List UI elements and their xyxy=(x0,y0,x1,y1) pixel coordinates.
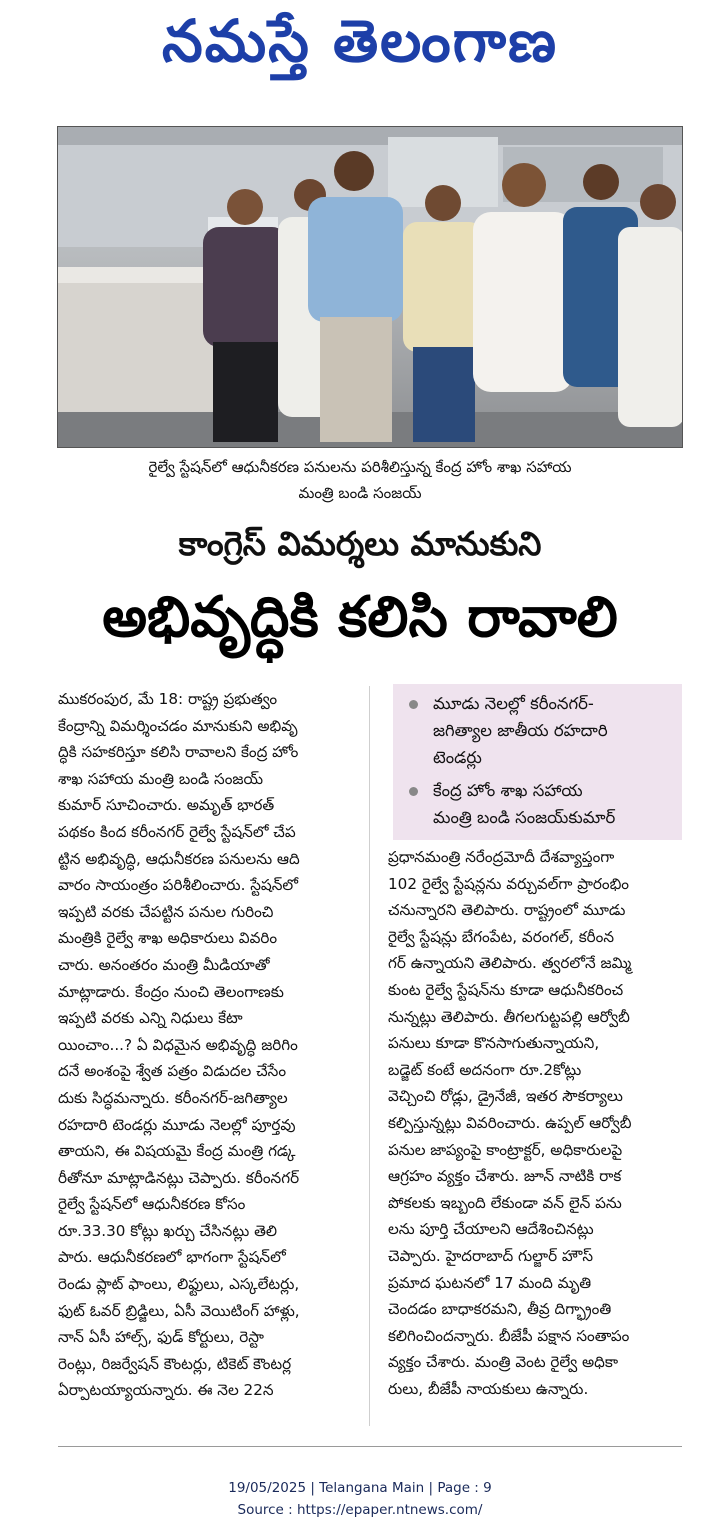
text-line: దుకు సిద్ధమన్నారు. కరీంనగర్-జగిత్యాల xyxy=(58,1088,288,1107)
text-line: ఇప్పటి వరకు చేపట్టిన పనుల గురించి xyxy=(58,902,274,921)
bullet-icon xyxy=(409,700,418,709)
text-line: కల్పిస్తున్నట్లు వివరించారు. ఉప్పల్ ఆర్వోబీ xyxy=(388,1113,632,1132)
text-line: మాట్లాడారు. కేంద్రం నుంచి తెలంగాణకు xyxy=(58,982,284,1001)
text-line: బడ్జెట్ కంటే అదనంగా రూ.2కోట్లు xyxy=(388,1060,582,1079)
text-line: రహదారి టెండర్లు మూడు నెలల్లో పూర్తవు xyxy=(58,1115,296,1134)
photo-illustration xyxy=(58,127,683,448)
text-line: నున్నట్లు తెలిపారు. తీగలగుట్టపల్లి ఆర్వోబీ xyxy=(388,1007,630,1026)
text-line: పనులు కూడా కొనసాగుతున్నాయని, xyxy=(388,1034,600,1053)
text-line: గర్ ఉన్నాయని తెలిపారు. త్వరలోనే జమ్మి xyxy=(388,954,632,973)
footer-divider xyxy=(58,1446,682,1447)
bullet-icon xyxy=(409,787,418,796)
highlight-item xyxy=(403,690,674,771)
footer-date-edition: 19/05/2025 | Telangana Main | Page : 9 xyxy=(228,1480,492,1496)
text-line: కేంద్రాన్ని విమర్శించడం మానుకుని అభివృ xyxy=(58,716,298,735)
caption-line: మంత్రి బండి సంజయ్ xyxy=(298,484,422,502)
highlights-box xyxy=(393,684,682,840)
text-line: ట్టిన అభివృద్ధి, ఆధునీకరణ పనులను ఆది xyxy=(58,849,300,868)
text-line: వెచ్చించి రోడ్లు, డ్రైనేజీ, ఇతర సౌకర్యాలు xyxy=(388,1087,623,1106)
masthead xyxy=(0,0,720,108)
text-line: చనున్నారని తెలిపారు. రాష్ట్రంలో మూడు xyxy=(388,901,626,920)
highlight-line: మూడు నెలల్లో కరీంనగర్- xyxy=(433,694,594,713)
news-photo xyxy=(57,126,683,448)
text-line: రులు, బీజేపీ నాయకులు ఉన్నారు. xyxy=(388,1379,589,1398)
text-line: పనుల జాప్యంపై కాంట్రాక్టర్, అధికారులపై xyxy=(388,1140,623,1159)
article-headline: అభివృద్ధికి కలిసి రావాలి xyxy=(102,585,618,650)
highlight-line: మంత్రి బండి సంజయ్‌కుమార్ xyxy=(433,808,616,827)
text-line: ద్ధికి సహకరిస్తూ కలిసి రావాలని కేంద్ర హోం xyxy=(58,743,299,762)
text-line: రైల్వే స్టేషన్‌లో ఆధునీకరణ కోసం xyxy=(58,1195,246,1214)
text-line: ఇప్పటి వరకు ఎన్ని నిధులు కేటా xyxy=(58,1009,243,1028)
text-line: తాయని, ఈ విషయమై కేంద్ర మంత్రి గడ్క xyxy=(58,1142,296,1161)
text-line: చెప్పారు. హైదరాబాద్ గుల్జార్ హౌస్ xyxy=(388,1246,593,1265)
article-column-right xyxy=(388,844,686,1402)
text-line: కుమార్ సూచించారు. అమృత్ భారత్ xyxy=(58,796,275,815)
text-line: కలిగించిందన్నారు. బీజేపీ పక్షాన సంతాపం xyxy=(388,1326,630,1345)
text-line: కుంట రైల్వే స్టేషన్‌ను కూడా ఆధునీకరించ xyxy=(388,980,624,999)
caption-line: రైల్వే స్టేషన్‌లో ఆధునీకరణ పనులను పరిశీలిస్తున్న కేంద్ర హోం శాఖ సహాయ xyxy=(148,458,572,476)
photo-caption xyxy=(40,454,680,506)
highlight-line: టెండర్లు xyxy=(433,748,482,767)
article-kicker: కాంగ్రెస్ విమర్శలు మానుకుని xyxy=(178,524,542,563)
text-line: 102 రైల్వే స్టేషన్లను వర్చువల్‌గా ప్రారంభిం xyxy=(388,874,629,893)
text-line: నాన్ ఏసీ హాల్స్, ఫుడ్ కోర్టులు, రెస్టా xyxy=(58,1328,264,1347)
text-line: యించాం...? ఏ విధమైన అభివృద్ధి జరిగిం xyxy=(58,1035,298,1054)
text-line: ముకరంపుర, మే 18: రాష్ట్ర ప్రభుత్వం xyxy=(58,690,278,708)
text-line: రెండు ప్లాట్ ఫాంలు, లిఫ్టులు, ఎస్కలేటర్లు, xyxy=(58,1275,300,1294)
text-line: రీతోనూ మాట్లాడినట్లు చెప్పారు. కరీంనగర్ xyxy=(58,1168,300,1187)
text-line: రైల్వే స్టేషన్లు బేగంపేట, వరంగల్, కరీంన xyxy=(388,927,614,946)
text-line: శాఖ సహాయ మంత్రి బండి సంజయ్ xyxy=(58,769,264,788)
text-line: చెందడం బాధాకరమని, తీవ్ర దిగ్భ్రాంతి xyxy=(388,1300,612,1319)
text-line: చారు. అనంతరం మంత్రి మీడియాతో xyxy=(58,955,270,974)
footer-source: Source : https://epaper.ntnews.com/ xyxy=(237,1502,483,1518)
highlight-line: జగిత్యాల జాతీయ రహదారి xyxy=(433,721,608,740)
text-line: రూ.33.30 కోట్లు ఖర్చు చేసినట్లు తెలి xyxy=(58,1221,278,1240)
highlight-line: కేంద్ర హోం శాఖ సహాయ xyxy=(433,781,583,800)
text-line: వారం సాయంత్రం పరిశీలించారు. స్టేషన్‌లో xyxy=(58,876,299,895)
text-line: ప్రధానమంత్రి నరేంద్రమోదీ దేశవ్యాప్తంగా xyxy=(388,848,615,866)
text-line: రెంట్లు, రిజర్వేషన్ కౌంటర్లు, టికెట్ కౌంటర్ల xyxy=(58,1354,292,1373)
text-line: పారు. ఆధునీకరణలో భాగంగా స్టేషన్‌లో xyxy=(58,1248,286,1267)
text-line: మంత్రికి రైల్వే శాఖ అధికారులు వివరిం xyxy=(58,929,278,948)
article-column-left xyxy=(58,686,350,1404)
text-line: వ్యక్తం చేశారు. మంత్రి వెంట రైల్వే అధికా xyxy=(388,1353,619,1372)
newspaper-logo: నమస్తే తెలంగాణ xyxy=(162,7,558,75)
text-line: దనే అంశంపై శ్వేత పత్రం విడుదల చేసేం xyxy=(58,1062,287,1081)
text-line: ఆగ్రహం వ్యక్తం చేశారు. జూన్ నాటికి రాక xyxy=(388,1167,622,1186)
text-line: ఫుట్ ఓవర్ బ్రిడ్జిలు, ఏసీ వెయిటింగ్ హాళ్లు, xyxy=(58,1301,300,1320)
text-line: ఏర్పాటయ్యాయన్నారు. ఈ నెల 22న xyxy=(58,1381,274,1400)
text-line: పోకలకు ఇబ్బంది లేకుండా వన్ లైన్ పను xyxy=(388,1193,622,1212)
text-line: పథకం కింద కరీంనగర్ రైల్వే స్టేషన్‌లో చేప xyxy=(58,822,296,841)
highlight-item xyxy=(403,777,674,831)
text-line: లను పూర్తి చేయాలని ఆదేశించినట్లు xyxy=(388,1220,594,1239)
text-line: ప్రమాద ఘటనలో 17 మంది మృతి xyxy=(388,1273,592,1292)
column-divider xyxy=(369,686,370,1426)
